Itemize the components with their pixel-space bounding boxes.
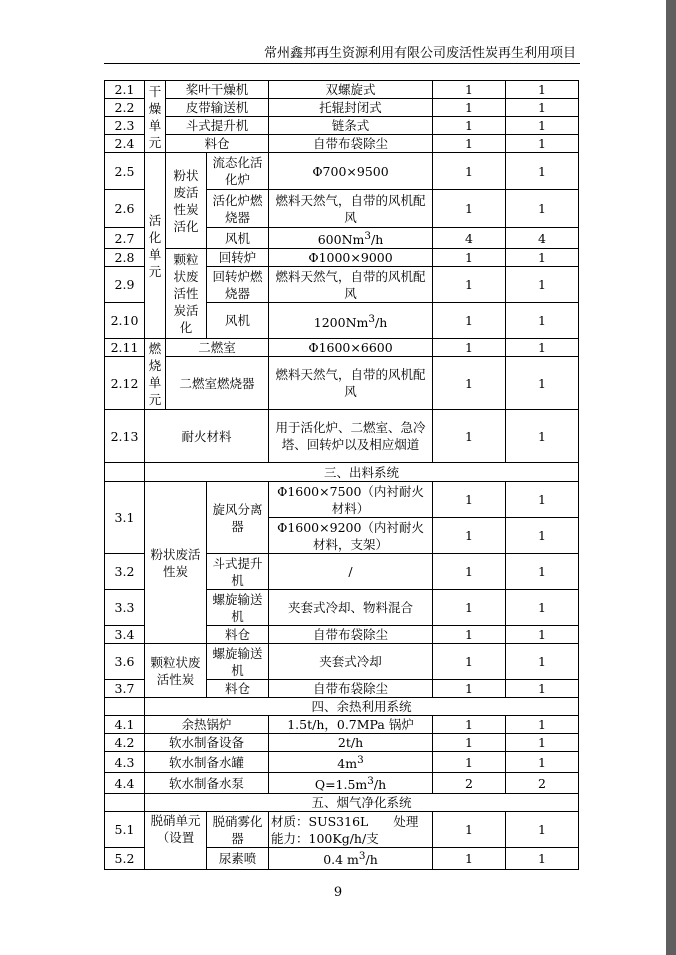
header-rule — [104, 63, 580, 64]
qty-a: 1 — [433, 716, 506, 734]
spec-text: 600Nm — [317, 232, 365, 248]
table-row — [105, 773, 579, 794]
qty-a: 4 — [433, 228, 506, 249]
qty-a: 1 — [433, 357, 506, 410]
superscript: 3 — [368, 312, 375, 325]
group-label — [145, 81, 166, 153]
qty-b: 1 — [506, 117, 579, 135]
equipment-name: 软水制备水泵 — [145, 773, 269, 794]
qty-b: 1 — [506, 518, 579, 554]
group-dry-unit: 干燥单元 — [148, 83, 162, 150]
qty-b: 1 — [506, 626, 579, 644]
equipment-name: 二燃室燃烧器 — [166, 357, 269, 410]
spec-text: 1200Nm — [313, 314, 369, 330]
item-number: 2.8 — [105, 249, 145, 267]
group-label: 颗粒状废活性炭活化 — [166, 249, 207, 339]
equipment-name: 螺旋输送机 — [207, 590, 269, 626]
group-label: 活化单元 — [145, 153, 166, 339]
spec-text: 0.4 m — [323, 852, 359, 868]
item-number: 2.6 — [105, 190, 145, 228]
equipment-name: 尿素喷 — [207, 848, 269, 869]
equipment-name: 旋风分离器 — [207, 482, 269, 554]
equipment-spec: 自带布袋除尘 — [269, 626, 433, 644]
superscript: 3 — [358, 850, 366, 863]
item-number: 2.13 — [105, 410, 145, 463]
equipment-name: 回转炉 — [207, 249, 269, 267]
equipment-name: 二燃室 — [166, 339, 269, 357]
group-label: 粉状废活性炭活化 — [166, 153, 207, 249]
qty-b: 1 — [506, 249, 579, 267]
table-row — [105, 81, 579, 99]
superscript: 3 — [367, 775, 374, 788]
qty-b: 1 — [506, 812, 579, 848]
section-row — [105, 463, 579, 482]
table-row — [105, 644, 579, 680]
equipment-spec: 燃料天然气，自带的风机配风 — [269, 357, 433, 410]
qty-a: 1 — [433, 848, 506, 869]
spec-text: 4m — [337, 756, 358, 772]
item-number: 3.2 — [105, 554, 145, 590]
equipment-name: 脱硝雾化器 — [207, 812, 269, 848]
equipment-spec: 夹套式冷却、物料混合 — [269, 590, 433, 626]
table-row — [105, 153, 579, 190]
item-number: 3.4 — [105, 626, 145, 644]
equipment-name: 料仓 — [207, 626, 269, 644]
table-row — [105, 482, 579, 518]
section-row — [105, 794, 579, 812]
equipment-name: 风机 — [207, 228, 269, 249]
equipment-name: 斗式提升机 — [207, 554, 269, 590]
page-number: 9 — [333, 885, 343, 900]
equipment-name: 桨叶干燥机 — [166, 81, 269, 99]
qty-a: 1 — [433, 554, 506, 590]
item-number: 3.3 — [105, 590, 145, 626]
equipment-spec: 自带布袋除尘 — [269, 680, 433, 698]
equipment-spec — [269, 228, 433, 249]
table-row — [105, 249, 579, 267]
equipment-spec: 自带布袋除尘 — [269, 135, 433, 153]
superscript: 3 — [364, 230, 372, 242]
item-number: 3.6 — [105, 644, 145, 680]
equipment-spec: Φ1000×9000 — [269, 249, 433, 267]
equipment-name: 料仓 — [207, 680, 269, 698]
spec-text: /h — [375, 314, 388, 330]
superscript: 3 — [357, 754, 364, 767]
qty-a: 1 — [433, 135, 506, 153]
item-number: 3.1 — [105, 482, 145, 554]
spec-text: /h — [365, 852, 378, 868]
equipment-name: 余热锅炉 — [145, 716, 269, 734]
qty-b: 1 — [506, 153, 579, 190]
qty-a: 1 — [433, 410, 506, 463]
empty-cell — [105, 698, 145, 716]
equipment-table — [104, 80, 579, 870]
equipment-name: 耐火材料 — [145, 410, 269, 463]
qty-a: 1 — [433, 81, 506, 99]
equipment-spec: 用于活化炉、二燃室、急冷塔、回转炉以及相应烟道 — [269, 410, 433, 463]
equipment-spec — [269, 752, 433, 773]
equipment-spec: Φ700×9500 — [269, 153, 433, 190]
equipment-spec: 双螺旋式 — [269, 81, 433, 99]
item-number: 2.1 — [105, 81, 145, 99]
empty-cell — [105, 463, 145, 482]
qty-a: 1 — [433, 752, 506, 773]
equipment-name: 风机 — [207, 303, 269, 339]
qty-a: 1 — [433, 249, 506, 267]
item-number: 2.2 — [105, 99, 145, 117]
spec-text: Q=1.5m — [314, 777, 368, 793]
equipment-name: 料仓 — [166, 135, 269, 153]
qty-b: 1 — [506, 848, 579, 869]
item-number: 2.4 — [105, 135, 145, 153]
equipment-spec — [269, 812, 433, 848]
section-heading: 三、出料系统 — [145, 463, 579, 482]
qty-b: 1 — [506, 482, 579, 518]
qty-b: 1 — [506, 590, 579, 626]
qty-b: 1 — [506, 339, 579, 357]
equipment-spec: Φ1600×6600 — [269, 339, 433, 357]
table-row — [105, 99, 579, 117]
qty-b: 1 — [506, 357, 579, 410]
qty-b: 1 — [506, 554, 579, 590]
item-number: 4.2 — [105, 734, 145, 752]
qty-b: 2 — [506, 773, 579, 794]
page-header: 常州鑫邦再生资源利用有限公司废活性炭再生利用项目 — [263, 46, 576, 61]
group-label: 粉状废活性炭 — [145, 482, 207, 644]
qty-a: 1 — [433, 99, 506, 117]
qty-a: 1 — [433, 518, 506, 554]
item-number: 4.4 — [105, 773, 145, 794]
qty-a: 1 — [433, 190, 506, 228]
qty-b: 1 — [506, 99, 579, 117]
group-label: 燃烧单元 — [145, 339, 166, 410]
table-row — [105, 117, 579, 135]
equipment-name: 软水制备设备 — [145, 734, 269, 752]
equipment-spec: Φ1600×7500（内衬耐火材料） — [269, 482, 433, 518]
item-number: 2.3 — [105, 117, 145, 135]
equipment-name: 流态化活化炉 — [207, 153, 269, 190]
item-number: 2.11 — [105, 339, 145, 357]
qty-b: 1 — [506, 190, 579, 228]
qty-b: 1 — [506, 752, 579, 773]
table-row — [105, 716, 579, 734]
table-row — [105, 357, 579, 410]
equipment-spec — [269, 773, 433, 794]
item-number: 2.7 — [105, 228, 145, 249]
section-row — [105, 698, 579, 716]
group-label: 颗粒状废活性炭 — [145, 644, 207, 698]
equipment-spec — [269, 303, 433, 339]
table-row — [105, 410, 579, 463]
table-row — [105, 135, 579, 153]
equipment-name: 软水制备水罐 — [145, 752, 269, 773]
qty-b: 1 — [506, 267, 579, 303]
table-row — [105, 812, 579, 848]
qty-a: 1 — [433, 644, 506, 680]
qty-a: 1 — [433, 626, 506, 644]
qty-a: 1 — [433, 482, 506, 518]
spec-line: 材质：SUS316L 处理 — [271, 813, 419, 829]
group-label: 脱硝单元（设置 — [145, 812, 207, 869]
table-row — [105, 734, 579, 752]
qty-b: 1 — [506, 410, 579, 463]
table-row — [105, 752, 579, 773]
item-number: 4.3 — [105, 752, 145, 773]
equipment-spec: Φ1600×9200（内衬耐火材料，支架） — [269, 518, 433, 554]
equipment-spec: 2t/h — [269, 734, 433, 752]
qty-b: 1 — [506, 644, 579, 680]
qty-b: 1 — [506, 135, 579, 153]
equipment-spec: 燃料天然气，自带的风机配风 — [269, 267, 433, 303]
qty-a: 1 — [433, 812, 506, 848]
qty-a: 1 — [433, 590, 506, 626]
item-number: 2.9 — [105, 267, 145, 303]
qty-b: 1 — [506, 716, 579, 734]
section-heading: 四、余热利用系统 — [145, 698, 579, 716]
item-number: 4.1 — [105, 716, 145, 734]
qty-a: 1 — [433, 303, 506, 339]
spec-text: /h — [373, 777, 387, 793]
item-number: 2.10 — [105, 303, 145, 339]
equipment-name: 螺旋输送机 — [207, 644, 269, 680]
spec-line: 能力：100Kg/h/支 — [271, 830, 379, 846]
equipment-spec: 托辊封闭式 — [269, 99, 433, 117]
item-number: 2.5 — [105, 153, 145, 190]
equipment-spec: 夹套式冷却 — [269, 644, 433, 680]
item-number: 3.7 — [105, 680, 145, 698]
qty-a: 1 — [433, 680, 506, 698]
qty-a: 1 — [433, 734, 506, 752]
spec-text: /h — [371, 232, 384, 248]
item-number: 5.2 — [105, 848, 145, 869]
qty-a: 1 — [433, 339, 506, 357]
empty-cell — [105, 794, 145, 812]
qty-b: 4 — [506, 228, 579, 249]
section-heading: 五、烟气净化系统 — [145, 794, 579, 812]
equipment-name: 活化炉燃烧器 — [207, 190, 269, 228]
qty-b: 1 — [506, 81, 579, 99]
equipment-name: 回转炉燃烧器 — [207, 267, 269, 303]
equipment-name: 斗式提升机 — [166, 117, 269, 135]
qty-a: 1 — [433, 117, 506, 135]
equipment-spec — [269, 848, 433, 869]
qty-a: 1 — [433, 267, 506, 303]
equipment-spec: 链条式 — [269, 117, 433, 135]
equipment-spec: 1.5t/h，0.7MPa 锅炉 — [269, 716, 433, 734]
qty-a: 1 — [433, 153, 506, 190]
table-row — [105, 339, 579, 357]
equipment-spec: 燃料天然气，自带的风机配风 — [269, 190, 433, 228]
item-number: 5.1 — [105, 812, 145, 848]
qty-b: 1 — [506, 303, 579, 339]
item-number: 2.12 — [105, 357, 145, 410]
qty-a: 2 — [433, 773, 506, 794]
qty-b: 1 — [506, 680, 579, 698]
equipment-spec: / — [269, 554, 433, 590]
qty-b: 1 — [506, 734, 579, 752]
equipment-name: 皮带输送机 — [166, 99, 269, 117]
